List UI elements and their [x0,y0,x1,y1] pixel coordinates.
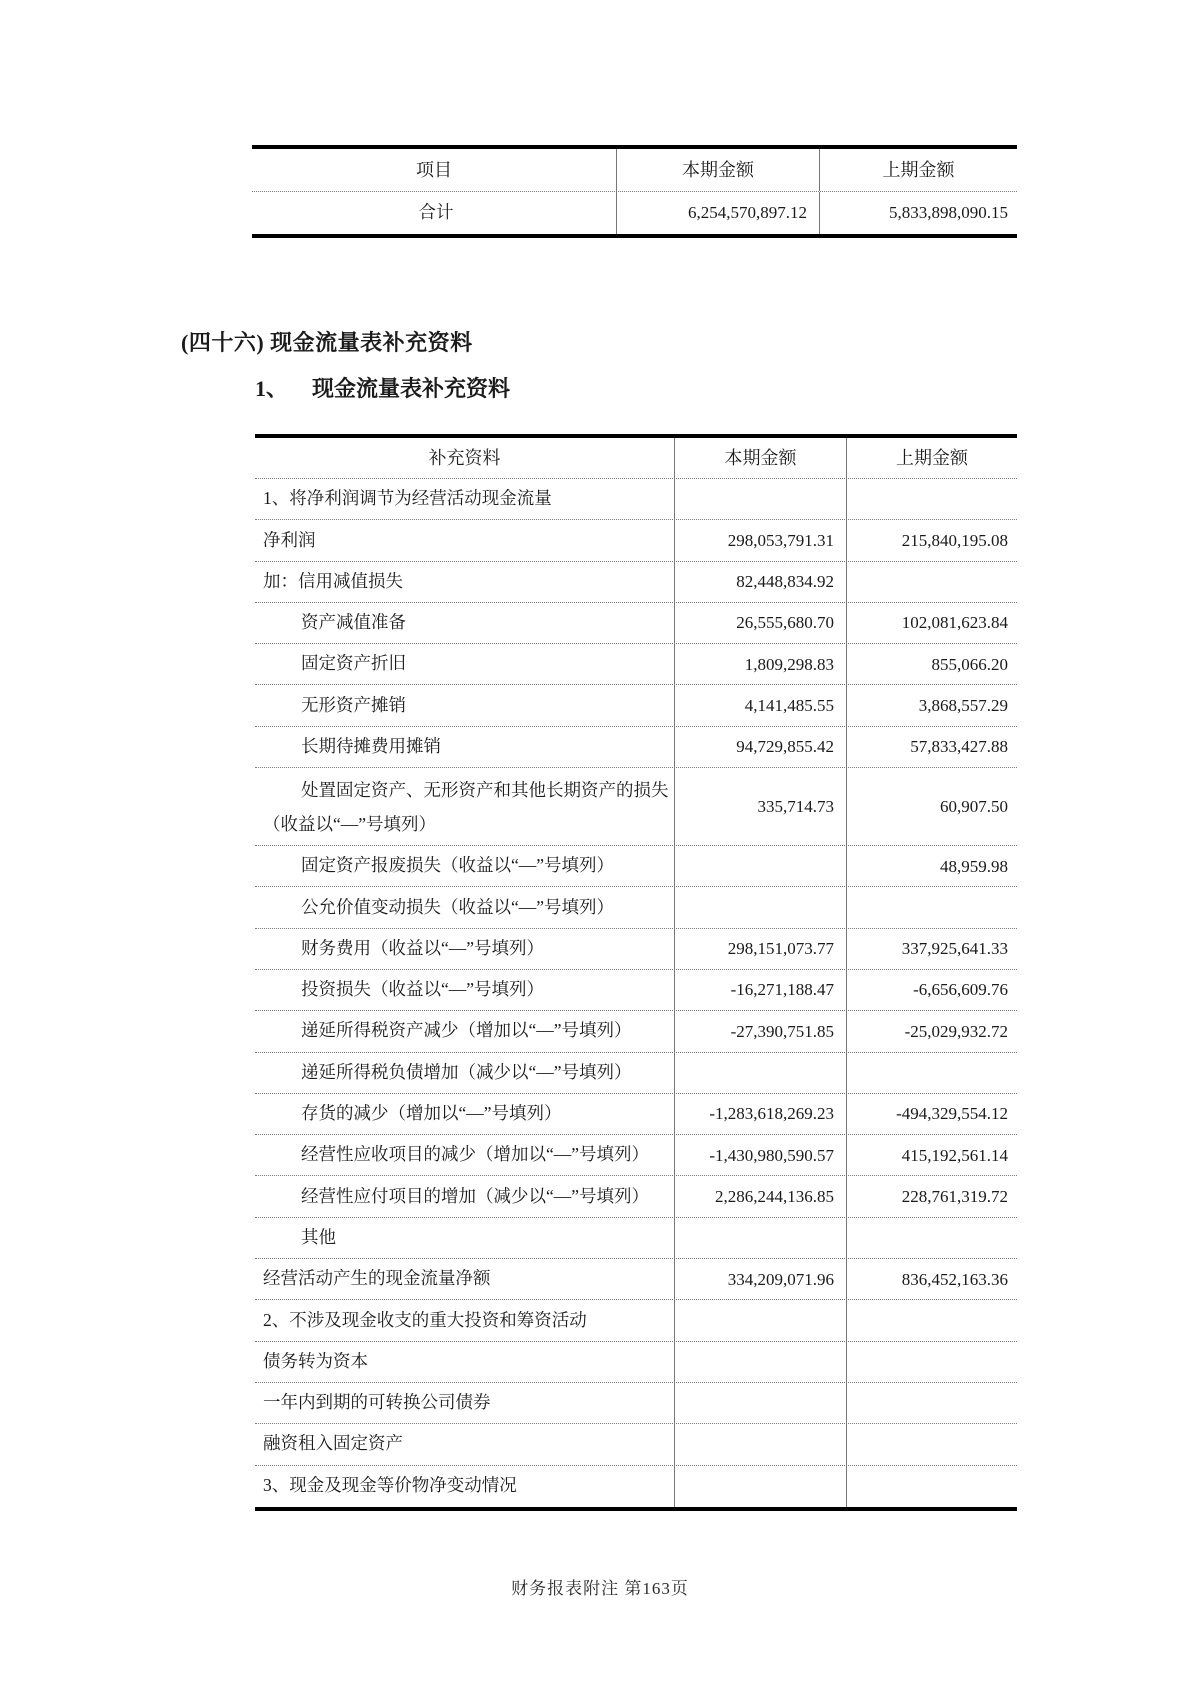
table-row [255,768,1017,846]
row-label: 加：信用减值损失 [263,570,403,591]
table-row [255,562,1017,603]
row-label: 资产减值准备 [301,612,406,633]
subsection-title: 现金流量表补充资料 [312,376,511,401]
prior-amount-cell: 3,868,557.29 [846,685,1017,725]
prior-amount-cell [846,1342,1017,1382]
row-label: 其他 [301,1226,336,1247]
row-label: 合计 [418,202,454,223]
total-summary-table [252,145,1017,238]
row-label: 处置固定资产、无形资产和其他长期资产的损失（收益以“—”号填列） [263,780,669,835]
row-label: 递延所得税负债增加（减少以“—”号填列） [301,1061,632,1082]
prior-amount-cell: 855,066.20 [846,644,1017,684]
table-row [255,603,1017,644]
prior-amount-cell: -494,329,554.12 [846,1094,1017,1134]
prior-amount-cell [846,1383,1017,1423]
table-row [255,1466,1017,1507]
current-amount-cell: 94,729,855.42 [674,727,846,767]
row-label: 递延所得税资产减少（增加以“—”号填列） [301,1020,632,1041]
table-row [255,685,1017,726]
row-label: 经营性应付项目的增加（减少以“—”号填列） [301,1185,650,1206]
prior-amount-cell: -25,029,932.72 [846,1011,1017,1051]
prior-amount-cell: 415,192,561.14 [846,1135,1017,1175]
table-row [255,887,1017,928]
current-amount-cell [674,1218,846,1258]
row-label: 固定资产报废损失（收益以“—”号填列） [301,855,615,876]
table-row [255,929,1017,970]
row-label: 1、将净利润调节为经营活动现金流量 [263,488,552,509]
current-amount-cell: 298,151,073.77 [674,929,846,969]
prior-amount-cell [846,1300,1017,1340]
prior-amount-cell: 215,840,195.08 [846,520,1017,560]
table-row [255,727,1017,768]
prior-amount-cell [846,887,1017,927]
current-amount-cell: -27,390,751.85 [674,1011,846,1051]
row-label: 投资损失（收益以“—”号填列） [301,979,545,1000]
table-row [255,846,1017,887]
current-amount-cell: 82,448,834.92 [674,562,846,602]
row-label: 债务转为资本 [263,1350,368,1371]
current-amount-cell [674,479,846,519]
current-amount-cell [674,1300,846,1340]
row-label: 公允价值变动损失（收益以“—”号填列） [301,896,615,917]
table-row [255,1342,1017,1383]
section-heading: (四十六) 现金流量表补充资料 [181,330,473,355]
prior-amount-cell: 836,452,163.36 [846,1259,1017,1299]
current-amount-cell: 2,286,244,136.85 [674,1176,846,1216]
column-header: 本期金额 [674,438,846,478]
current-amount-cell [674,1053,846,1093]
column-header: 项目 [416,159,452,180]
current-amount-cell [674,846,846,886]
prior-amount-cell [846,1053,1017,1093]
prior-amount-cell: -6,656,609.76 [846,970,1017,1010]
table-row [255,520,1017,561]
current-amount-cell [674,887,846,927]
table-row [255,1135,1017,1176]
table-header-row [252,149,1017,192]
prior-amount-cell: 337,925,641.33 [846,929,1017,969]
current-amount-cell: 298,053,791.31 [674,520,846,560]
current-amount-cell: -1,430,980,590.57 [674,1135,846,1175]
table-row [255,1218,1017,1259]
table-row [255,644,1017,685]
table-row [255,1300,1017,1341]
table-row [255,1383,1017,1424]
row-label: 3、现金及现金等价物净变动情况 [263,1475,517,1496]
column-header: 上期金额 [819,149,1017,191]
subsection-heading [255,372,510,403]
current-amount-cell [674,1342,846,1382]
current-amount-cell: 6,254,570,897.12 [616,192,819,234]
current-amount-cell: 334,209,071.96 [674,1259,846,1299]
table-row [255,1094,1017,1135]
current-amount-cell: 335,714.73 [674,768,846,845]
prior-amount-cell: 57,833,427.88 [846,727,1017,767]
table-row [252,192,1017,234]
current-amount-cell: -1,283,618,269.23 [674,1094,846,1134]
cash-flow-supplementary-table [255,434,1017,1511]
table-row [255,1011,1017,1052]
prior-amount-cell [846,562,1017,602]
subsection-number: 1、 [255,376,289,401]
current-amount-cell [674,1466,846,1507]
prior-amount-cell [846,1218,1017,1258]
row-label: 经营性应收项目的减少（增加以“—”号填列） [301,1144,650,1165]
current-amount-cell [674,1424,846,1464]
table-header-row [255,438,1017,479]
current-amount-cell: 1,809,298.83 [674,644,846,684]
row-label: 净利润 [263,529,316,550]
table-row [255,1053,1017,1094]
prior-amount-cell: 48,959.98 [846,846,1017,886]
current-amount-cell: 26,555,680.70 [674,603,846,643]
prior-amount-cell: 60,907.50 [846,768,1017,845]
row-label: 无形资产摊销 [301,694,406,715]
table-row [255,479,1017,520]
row-label: 固定资产折旧 [301,653,406,674]
column-header: 补充资料 [428,447,501,468]
table-row [255,970,1017,1011]
column-header: 上期金额 [846,438,1017,478]
prior-amount-cell [846,479,1017,519]
prior-amount-cell: 5,833,898,090.15 [819,192,1017,234]
row-label: 一年内到期的可转换公司债券 [263,1392,491,1413]
row-label: 长期待摊费用摊销 [301,735,441,756]
prior-amount-cell [846,1466,1017,1507]
column-header: 本期金额 [616,149,819,191]
page-footer: 财务报表附注 第163页 [511,1579,689,1598]
row-label: 经营活动产生的现金流量净额 [263,1268,491,1289]
prior-amount-cell: 102,081,623.84 [846,603,1017,643]
current-amount-cell: -16,271,188.47 [674,970,846,1010]
row-label: 存货的减少（增加以“—”号填列） [301,1103,562,1124]
current-amount-cell: 4,141,485.55 [674,685,846,725]
row-label: 财务费用（收益以“—”号填列） [301,937,545,958]
prior-amount-cell: 228,761,319.72 [846,1176,1017,1216]
table-row [255,1176,1017,1217]
table-row [255,1424,1017,1465]
row-label: 融资租入固定资产 [263,1433,403,1454]
row-label: 2、不涉及现金收支的重大投资和筹资活动 [263,1309,587,1330]
table-row [255,1259,1017,1300]
prior-amount-cell [846,1424,1017,1464]
current-amount-cell [674,1383,846,1423]
